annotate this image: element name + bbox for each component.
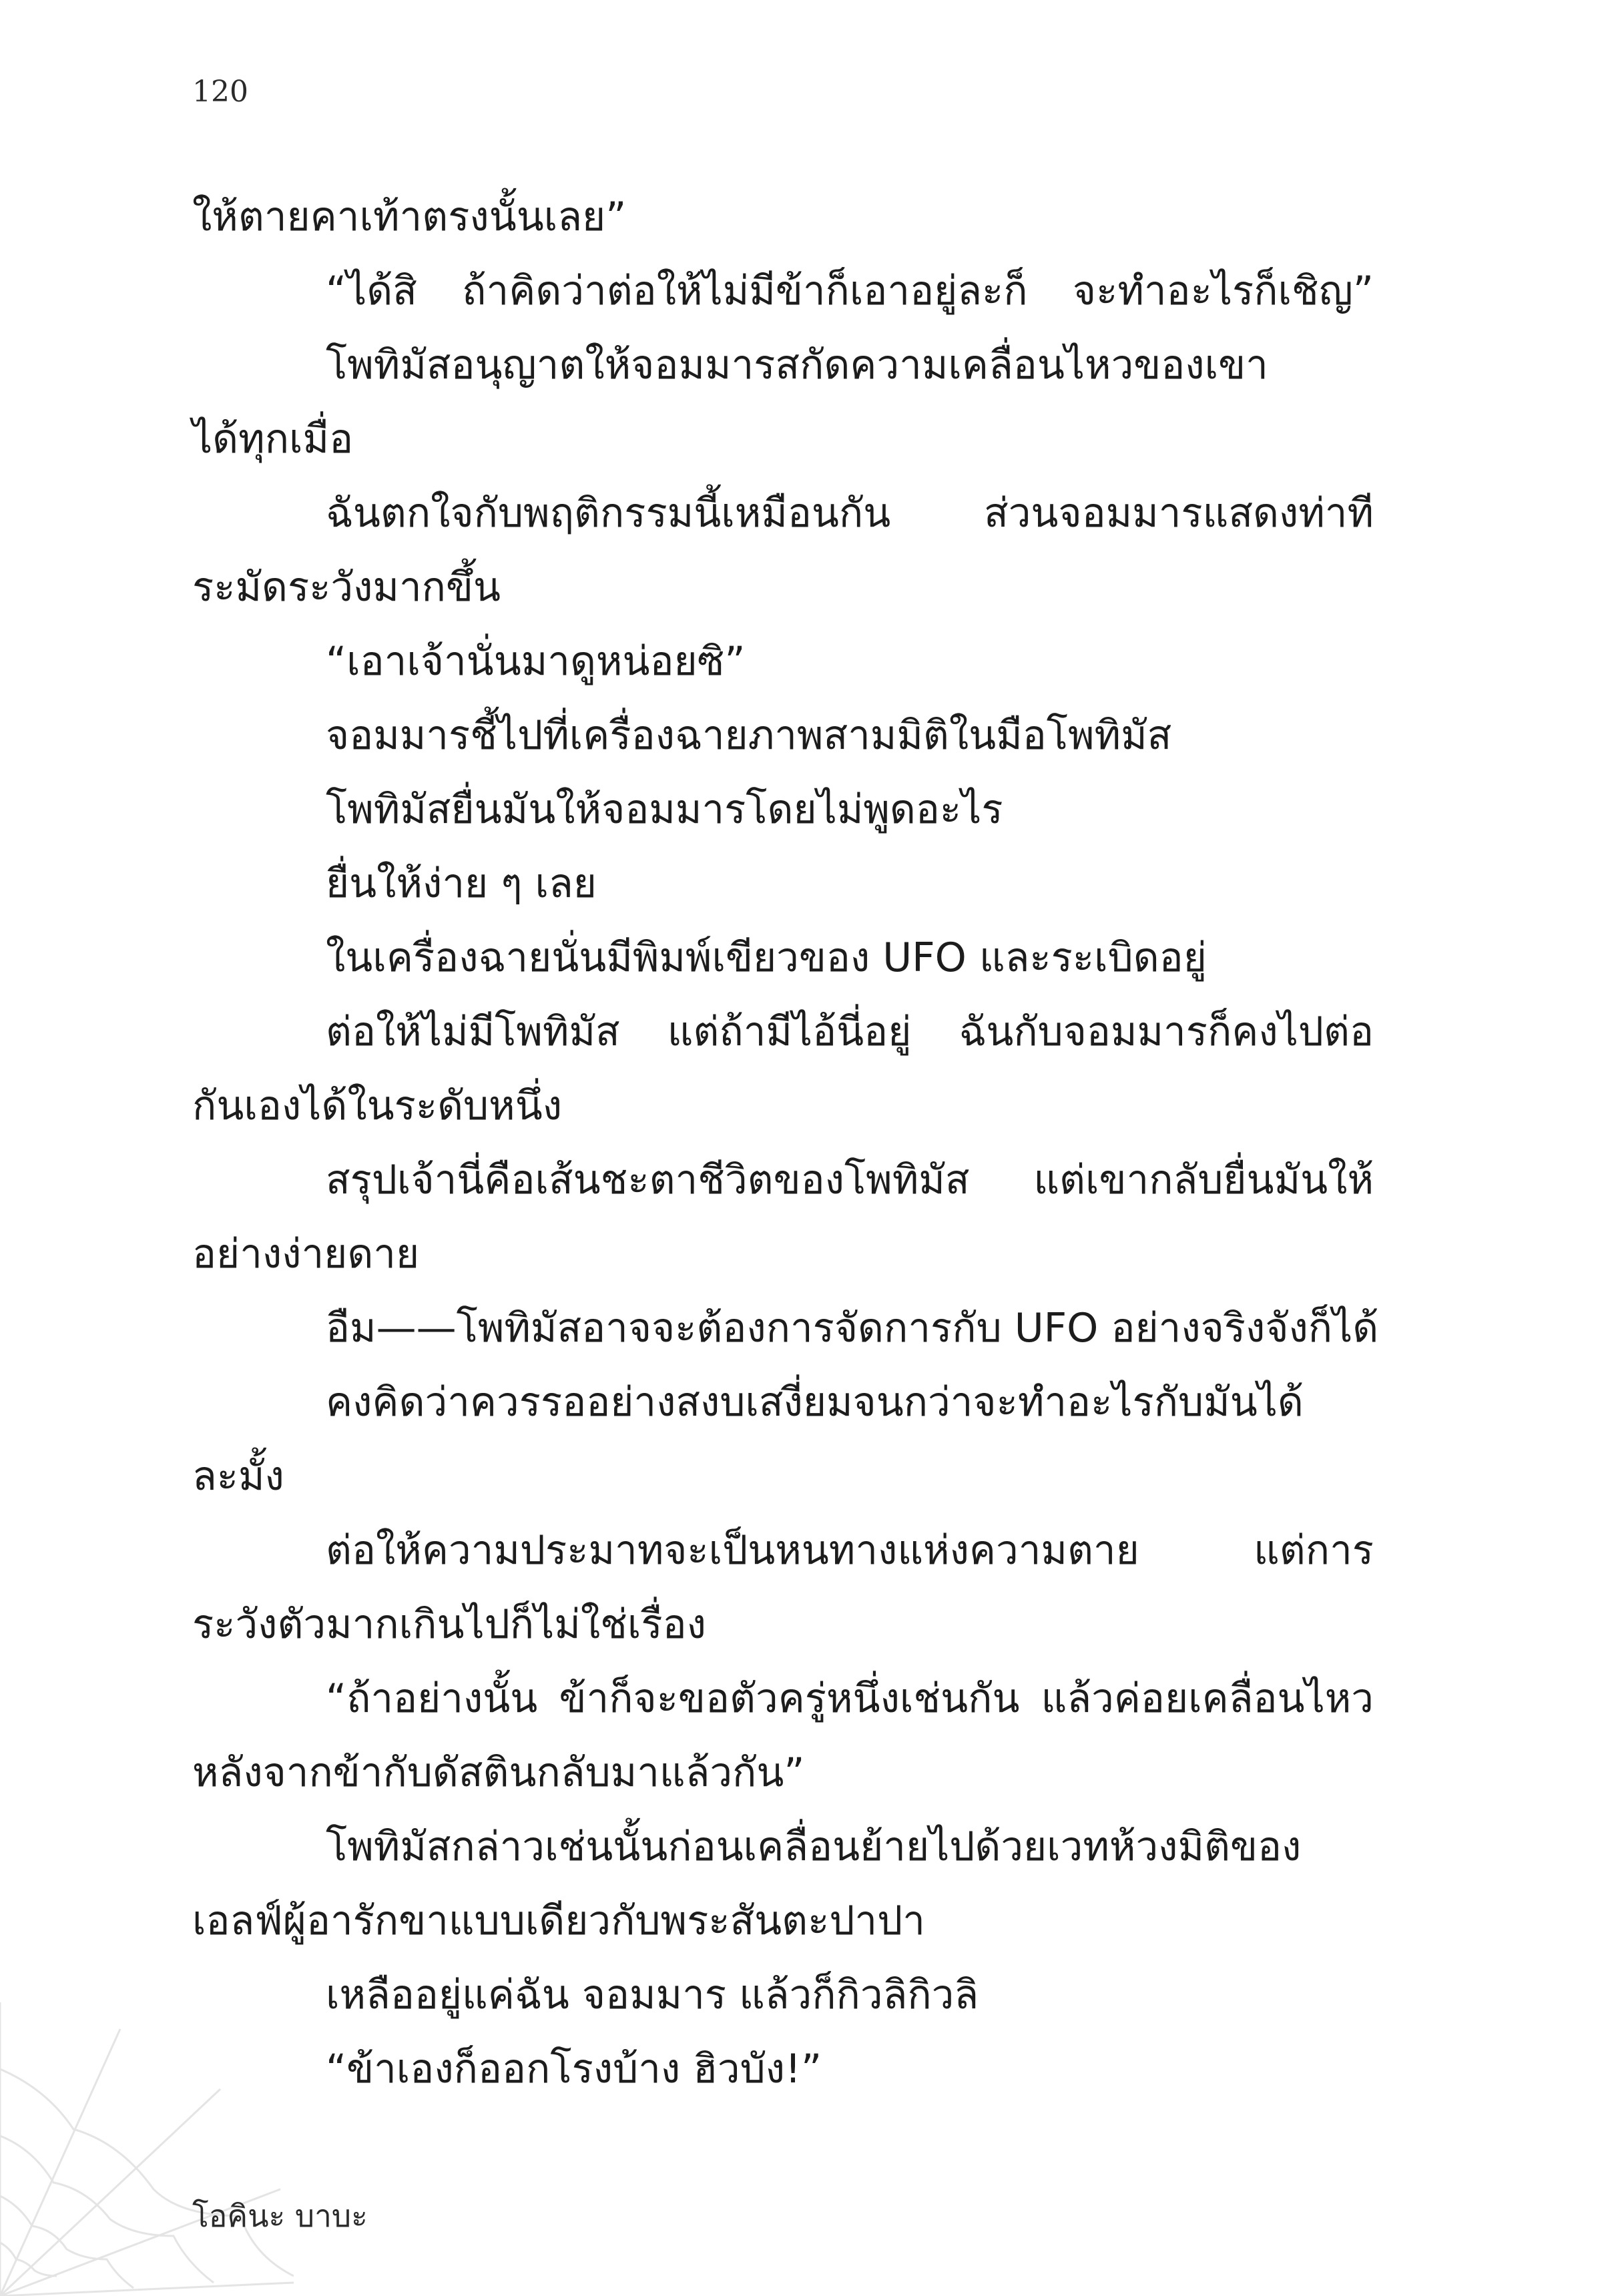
text-line: เอลฟ์ผู้อารักขาแบบเดียวกับพระสันตะปาปา	[192, 1898, 925, 1944]
text-line: หลังจากข้ากับดัสตินกลับมาแล้วกัน”	[192, 1749, 805, 1796]
page-number: 120	[192, 75, 248, 109]
text-line: กันเองได้ในระดับหนึ่ง	[192, 1083, 563, 1129]
text-line: อย่างง่ายดาย	[192, 1231, 420, 1277]
text-line: ในเครื่องฉายนั่นมีพิมพ์เขียวของ UFO และระเบิดอยู่	[326, 934, 1207, 981]
text-line: ให้ตายคาเท้าตรงนั้นเลย”	[192, 194, 627, 240]
text-line: จอมมารชี้ไปที่เครื่องฉายภาพสามมิติในมือโพทิมัส	[326, 712, 1172, 759]
spider-web-decoration	[0, 1989, 294, 2296]
text-line: คงคิดว่าควรรออย่างสงบเสงี่ยมจนกว่าจะทำอะไรกับมันได้	[326, 1379, 1304, 1426]
text-line: ระวังตัวมากเกินไปก็ไม่ใช่เรื่อง	[192, 1601, 706, 1648]
text-line: “ข้าเองก็ออกโรงบ้าง ฮิวบัง!”	[326, 2046, 822, 2092]
book-title-footer: โอคินะ บาบะ	[192, 2198, 368, 2234]
text-line: อืม——โพทิมัสอาจจะต้องการจัดการกับ UFO อย่างจริงจังก็ได้	[326, 1305, 1379, 1352]
text-line: “ถ้าอย่างนั้น ข้าก็จะขอตัวครู่หนึ่งเช่นกัน แล้วค่อยเคลื่อนไหว	[326, 1675, 1374, 1722]
text-line: โพทิมัสยื่นมันให้จอมมารโดยไม่พูดอะไร	[326, 786, 1003, 833]
body-text	[192, 180, 1379, 2106]
text-line: “เอาเจ้านั่นมาดูหน่อยซิ”	[326, 638, 746, 685]
text-line: ฉันตกใจกับพฤติกรรมนี้เหมือนกัน ส่วนจอมมารแสดงท่าที	[326, 490, 1374, 537]
text-line: ต่อให้ไม่มีโพทิมัส แต่ถ้ามีไอ้นี่อยู่ ฉันกับจอมมารก็คงไปต่อ	[326, 1009, 1374, 1055]
text-line: โพทิมัสอนุญาตให้จอมมารสกัดความเคลื่อนไหวของเขา	[326, 342, 1268, 388]
text-line: ยื่นให้ง่าย ๆ เลย	[326, 860, 597, 907]
text-line: “ได้สิ ถ้าคิดว่าต่อให้ไม่มีข้าก็เอาอยู่ละก็ จะทำอะไรก็เชิญ”	[326, 268, 1374, 314]
text-line: ระมัดระวังมากขึ้น	[192, 564, 501, 611]
text-line: ได้ทุกเมื่อ	[192, 416, 354, 463]
text-line: โพทิมัสกล่าวเช่นนั้นก่อนเคลื่อนย้ายไปด้วยเวทห้วงมิติของ	[326, 1823, 1302, 1870]
text-line: เหลืออยู่แค่ฉัน จอมมาร แล้วก็กิวลิกิวลิ	[326, 1972, 979, 2018]
text-line: ละมั้ง	[192, 1453, 284, 1500]
text-line: ต่อให้ความประมาทจะเป็นหนทางแห่งความตาย แต่การ	[326, 1527, 1374, 1574]
text-line: สรุปเจ้านี่คือเส้นชะตาชีวิตของโพทิมัส แต่เขากลับยื่นมันให้	[326, 1157, 1374, 1203]
